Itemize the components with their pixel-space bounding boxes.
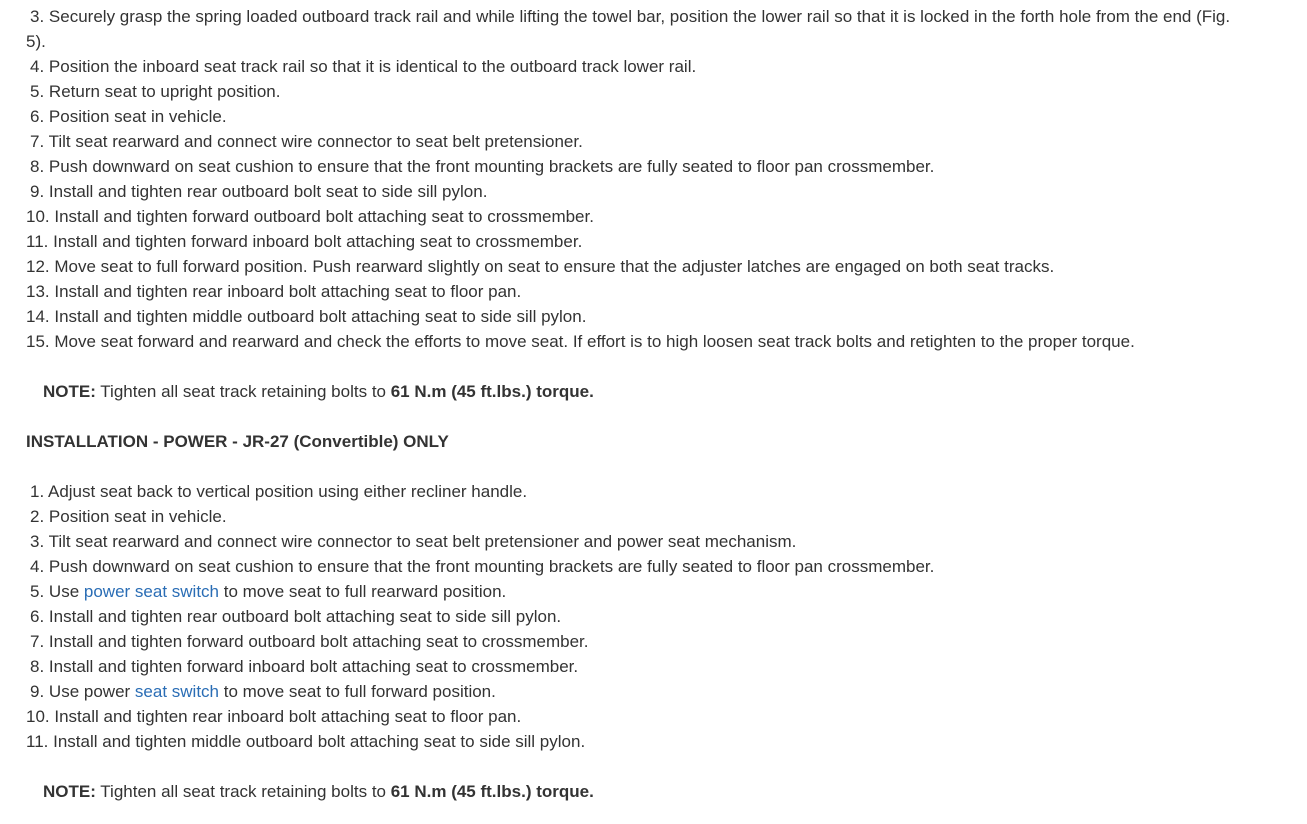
step-text: Install and tighten forward inboard bolt attaching seat to crossmember. — [48, 657, 579, 676]
step-text: Install and tighten forward outboard bolt attaching seat to crossmember. — [54, 207, 594, 226]
step-item — [26, 79, 1246, 104]
step-item — [26, 254, 1246, 279]
step-item — [26, 629, 1246, 654]
step-number: 12. — [26, 257, 50, 276]
note-torque-value: 61 N.m (45 ft.lbs.) torque. — [390, 382, 594, 401]
note-label: NOTE: — [43, 782, 96, 801]
step-item — [26, 729, 1246, 754]
step-text: Tilt seat rearward and connect wire connector to seat belt pretensioner and power seat mechanism. — [48, 532, 797, 551]
step-item — [26, 54, 1246, 79]
step-text: Return seat to upright position. — [48, 82, 281, 101]
step-number: 5. — [30, 582, 45, 601]
step-text: Install and tighten rear inboard bolt attaching seat to floor pan. — [54, 707, 522, 726]
step-number: 6. — [30, 107, 45, 126]
step-text: Install and tighten rear outboard bolt seat to side sill pylon. — [48, 182, 488, 201]
step-number: 5. — [30, 82, 45, 101]
note-text: Tighten all seat track retaining bolts to — [95, 782, 391, 801]
note-torque-value: 61 N.m (45 ft.lbs.) torque. — [390, 782, 594, 801]
torque-note — [26, 779, 1246, 804]
step-item — [26, 279, 1246, 304]
step-item — [26, 604, 1246, 629]
step-item — [26, 679, 1246, 704]
step-item — [26, 104, 1246, 129]
step-text: Push downward on seat cushion to ensure that the front mounting brackets are fully seated to floor pan crossmember. — [48, 557, 935, 576]
torque-note — [26, 379, 1246, 404]
step-text-pre: Use power — [48, 682, 135, 701]
step-number: 3. — [30, 532, 45, 551]
power-seat-switch-link[interactable]: power seat switch — [83, 582, 220, 601]
step-text: Install and tighten forward outboard bolt attaching seat to crossmember. — [48, 632, 589, 651]
step-number: 11. — [26, 732, 49, 751]
step-number: 8. — [30, 157, 45, 176]
step-text-post: to move seat to full forward position. — [219, 682, 496, 701]
step-item — [26, 179, 1246, 204]
seat-switch-link[interactable]: seat switch — [134, 682, 219, 701]
step-text: Move seat to full forward position. Push rearward slightly on seat to ensure that the adjuster latches are engaged on both seat tracks. — [54, 257, 1055, 276]
step-item — [26, 479, 1246, 504]
step-number: 8. — [30, 657, 45, 676]
step-text: Position the inboard seat track rail so that it is identical to the outboard track lower rail. — [48, 57, 697, 76]
step-text: Install and tighten rear inboard bolt attaching seat to floor pan. — [54, 282, 522, 301]
step-number: 9. — [30, 682, 45, 701]
step-item — [26, 554, 1246, 579]
step-item — [26, 329, 1246, 354]
step-item — [26, 579, 1246, 604]
step-item — [26, 4, 1246, 54]
step-item — [26, 704, 1246, 729]
step-item — [26, 154, 1246, 179]
step-text: Tilt seat rearward and connect wire connector to seat belt pretensioner. — [48, 132, 583, 151]
step-number: 10. — [26, 207, 50, 226]
step-item — [26, 229, 1246, 254]
step-item — [26, 529, 1246, 554]
step-text: Install and tighten forward inboard bolt attaching seat to crossmember. — [53, 232, 583, 251]
step-text: Push downward on seat cushion to ensure that the front mounting brackets are fully seated to floor pan crossmember. — [48, 157, 935, 176]
step-number: 14. — [26, 307, 50, 326]
step-item — [26, 129, 1246, 154]
step-number: 11. — [26, 232, 49, 251]
step-text-pre: Use — [48, 582, 84, 601]
step-list-power — [26, 479, 1246, 754]
step-number: 4. — [30, 557, 45, 576]
step-number: 10. — [26, 707, 50, 726]
step-text: Position seat in vehicle. — [48, 507, 227, 526]
step-number: 3. — [30, 7, 45, 26]
step-number: 4. — [30, 57, 45, 76]
note-label: NOTE: — [43, 382, 96, 401]
step-text: Install and tighten middle outboard bolt attaching seat to side sill pylon. — [53, 732, 586, 751]
step-item — [26, 204, 1246, 229]
step-item — [26, 504, 1246, 529]
spacer — [26, 354, 1246, 379]
spacer — [26, 754, 1246, 779]
step-text: Install and tighten rear outboard bolt attaching seat to side sill pylon. — [48, 607, 562, 626]
step-number: 7. — [30, 132, 45, 151]
step-list-manual — [26, 4, 1246, 354]
step-text: Securely grasp the spring loaded outboard track rail and while lifting the towel bar, position the lower rail so that it is locked in the forth hole from the end (Fig. 5). — [26, 7, 1231, 51]
step-number: 9. — [30, 182, 45, 201]
step-text: Install and tighten middle outboard bolt attaching seat to side sill pylon. — [54, 307, 587, 326]
step-text: Adjust seat back to vertical position using either recliner handle. — [47, 482, 528, 501]
step-number: 15. — [26, 332, 50, 351]
step-item — [26, 654, 1246, 679]
step-number: 7. — [30, 632, 45, 651]
step-number: 13. — [26, 282, 50, 301]
spacer — [26, 454, 1246, 479]
step-number: 2. — [30, 507, 45, 526]
step-item — [26, 304, 1246, 329]
step-number: 6. — [30, 607, 45, 626]
step-text: Move seat forward and rearward and check the efforts to move seat. If effort is to high loosen seat track bolts and retighten to the proper torque. — [54, 332, 1135, 351]
note-text: Tighten all seat track retaining bolts to — [95, 382, 391, 401]
step-text-post: to move seat to full rearward position. — [219, 582, 507, 601]
step-number: 1. — [30, 482, 45, 501]
step-text: Position seat in vehicle. — [48, 107, 227, 126]
section-heading: INSTALLATION - POWER - JR-27 (Convertible) ONLY — [26, 432, 449, 451]
spacer — [26, 404, 1246, 429]
